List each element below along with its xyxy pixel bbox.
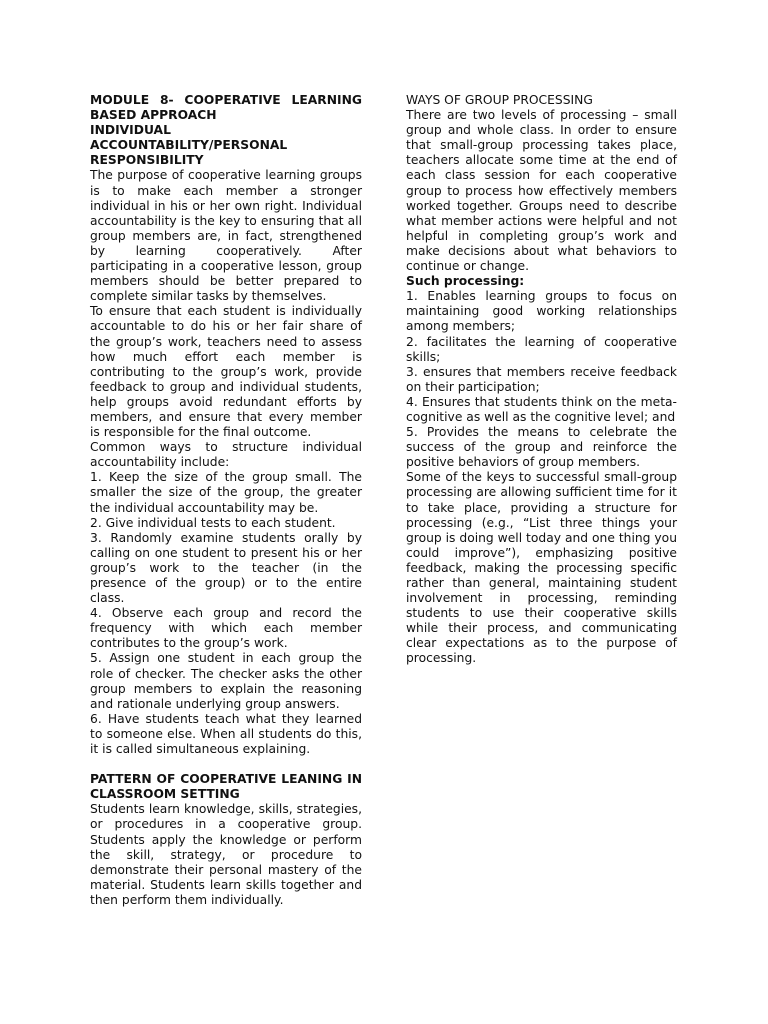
paragraph: Common ways to structure individual accountability include:	[90, 440, 362, 470]
paragraph: To ensure that each student is individually accountable to do his or her fair share of the group’s work, teachers need to assess how much effort each member is contributing to the group’s work, provide feedback to group and individual students, help groups avoid redundant efforts by members, and ensure that every member is responsible for the final outcome.	[90, 304, 362, 440]
pattern-heading: PATTERN OF COOPERATIVE LEANING IN CLASSROOM SETTING	[90, 772, 362, 802]
paragraph: There are two levels of processing – small group and whole class. In order to ensure that small-group processing takes place, teachers allocate some time at the end of each class session for each cooperative group to process how effectively members worked together. Groups need to describe what member actions were helpful and not helpful in completing group’s work and make decisions about what behaviors to continue or change.	[406, 108, 677, 274]
paragraph-gap	[90, 757, 362, 772]
list-item: 3. Randomly examine students orally by calling on one student to present his or her group’s work to the teacher (in the presence of the group) or to the entire class.	[90, 530, 362, 606]
list-item: 2. facilitates the learning of cooperative skills;	[406, 334, 677, 364]
paragraph: Students learn knowledge, skills, strategies, or procedures in a cooperative group. Students apply the knowledge or perform the skill, strategy, or procedure to demonstrate their personal mastery of the material. Students learn skills together and then perform them individually.	[90, 802, 362, 907]
list-item: 1. Keep the size of the group small. The smaller the size of the group, the greater the individual accountability may be.	[90, 470, 362, 515]
list-item: 5. Provides the means to celebrate the success of the group and reinforce the positive behaviors of group members.	[406, 425, 677, 470]
list-item: 5. Assign one student in each group the role of checker. The checker asks the other group members to explain the reasoning and rationale underlying group answers.	[90, 651, 362, 711]
list-item: 2. Give individual tests to each student.	[90, 515, 336, 530]
list-item: 4. Observe each group and record the frequency with which each member contributes to the group’s work.	[90, 606, 362, 651]
paragraph: The purpose of cooperative learning groups is to make each member a stronger individual in his or her own right. Individual accountability is the key to ensuring that all group members are, in fact, strengthened by learning cooperatively. After participating in a cooperative lesson, group members should be better prepared to complete similar tasks by themselves.	[90, 168, 362, 304]
left-column	[90, 93, 362, 908]
list-item: 1. Enables learning groups to focus on maintaining good working relationships among members;	[406, 289, 677, 334]
list-item: 3. ensures that members receive feedback on their participation;	[406, 364, 677, 394]
paragraph: Some of the keys to successful small-group processing are allowing sufficient time for it to take place, providing a structure for processing (e.g., “List three things your group is doing well today and one thing you could improve”), emphasizing positive feedback, making the processing specific rather than general, maintaining student involvement in processing, reminding students to use their cooperative skills while their process, and communicating clear expectations as to the purpose of processing.	[406, 470, 677, 666]
subheading: Such processing:	[406, 274, 525, 289]
list-item: 6. Have students teach what they learned to someone else. When all students do this, it is called simultaneous explaining.	[90, 711, 362, 757]
list-item: 4. Ensures that students think on the meta-cognitive as well as the cognitive level; and	[406, 394, 677, 424]
right-column	[406, 93, 677, 667]
module-title: MODULE 8- COOPERATIVE LEARNING BASED APPROACH	[90, 93, 362, 123]
section-heading: INDIVIDUAL ACCOUNTABILITY/PERSONAL RESPONSIBILITY	[90, 123, 288, 168]
section-heading: WAYS OF GROUP PROCESSING	[406, 93, 593, 107]
